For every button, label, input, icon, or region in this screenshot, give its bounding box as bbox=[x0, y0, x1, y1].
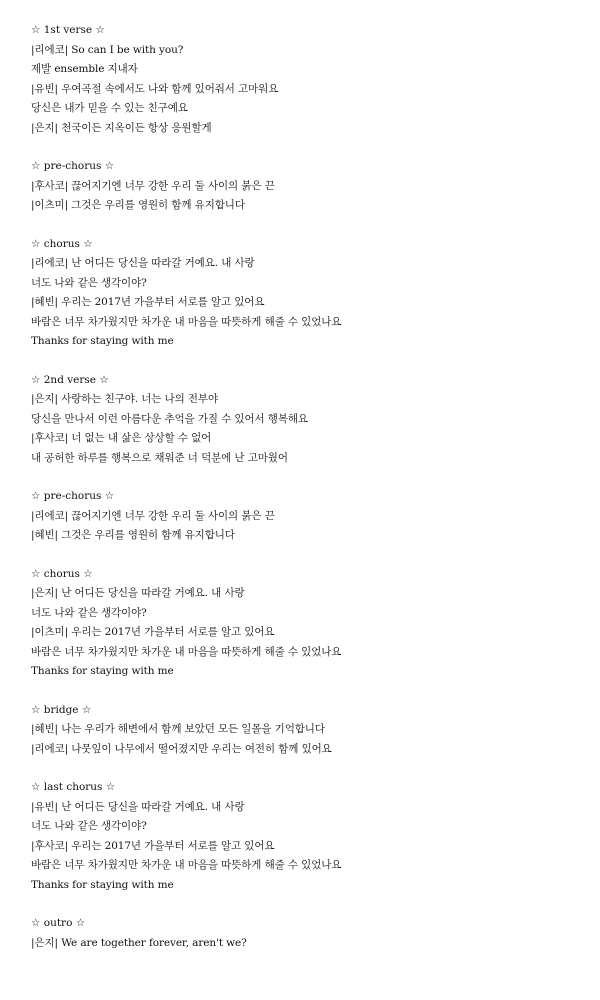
lyric-line: |후사코| 우리는 2017년 가을부터 서로를 알고 있어요 bbox=[31, 839, 275, 852]
section-2nd-verse bbox=[31, 371, 586, 469]
lyric-line: 너도 나와 같은 생각이야? bbox=[31, 606, 147, 619]
lyric-line: 제발 ensemble 지내자 bbox=[31, 63, 138, 75]
section-pre-chorus-2 bbox=[31, 487, 586, 546]
lyric-line: 내 공허한 하루를 행복으로 채워준 너 덕분에 난 고마웠어 bbox=[31, 451, 288, 464]
lyric-line: |은지| 천국이든 지옥이든 항상 응원할게 bbox=[31, 121, 212, 134]
lyric-line: |혜빈| 그것은 우리를 영원히 함께 유지합니다 bbox=[31, 529, 235, 541]
lyric-line: |유빈| 난 어디든 당신을 따라갈 거예요. 내 사랑 bbox=[31, 800, 245, 813]
section-heading: ☆ last chorus ☆ bbox=[31, 781, 116, 793]
section-outro bbox=[31, 914, 586, 953]
lyric-line: |이츠미| 그것은 우리를 영원히 함께 유지합니다 bbox=[31, 199, 245, 211]
lyric-line: 바람은 너무 차가웠지만 차가운 내 마음을 따뜻하게 해줄 수 있었나요 bbox=[31, 645, 342, 658]
lyric-line: |후사코| 너 없는 내 삶은 상상할 수 없어 bbox=[31, 432, 212, 444]
lyric-line: Thanks for staying with me bbox=[31, 665, 174, 677]
lyric-line: 당신은 내가 믿을 수 있는 친구예요 bbox=[31, 102, 188, 114]
section-last-chorus bbox=[31, 778, 586, 895]
lyric-line: |리에코| So can I be with you? bbox=[31, 43, 184, 56]
lyrics-document bbox=[31, 21, 586, 972]
lyric-line: |리에코| 난 어디든 당신을 따라갈 거예요. 내 사랑 bbox=[31, 257, 255, 269]
lyric-line: |은지| 난 어디든 당신을 따라갈 거예요. 내 사랑 bbox=[31, 587, 245, 599]
lyric-line: |유빈| 우여곡절 속에서도 나와 함께 있어줘서 고마워요 bbox=[31, 82, 279, 95]
lyric-line: 너도 나와 같은 생각이야? bbox=[31, 820, 147, 832]
lyric-line: 당신을 만나서 이런 아름다운 추억을 가질 수 있어서 행복해요 bbox=[31, 412, 308, 425]
section-chorus-2 bbox=[31, 565, 586, 682]
section-heading: ☆ chorus ☆ bbox=[31, 237, 93, 250]
lyric-line: |후사코| 끊어지기엔 너무 강한 우리 둘 사이의 붉은 끈 bbox=[31, 179, 275, 192]
lyric-line: |은지| We are together forever, aren't we? bbox=[31, 936, 247, 949]
lyric-line: |은지| 사랑하는 친구야. 너는 나의 전부야 bbox=[31, 393, 218, 405]
lyric-line: |혜빈| 우리는 2017년 가을부터 서로를 알고 있어요 bbox=[31, 296, 265, 308]
section-heading: ☆ outro ☆ bbox=[31, 917, 86, 929]
lyric-line: Thanks for staying with me bbox=[31, 878, 174, 891]
lyric-line: |리에코| 나뭇잎이 나무에서 떨어졌지만 우리는 여전히 함께 있어요 bbox=[31, 742, 332, 755]
lyric-line: |리에코| 끊어지기엔 너무 강한 우리 둘 사이의 붉은 끈 bbox=[31, 509, 275, 522]
section-pre-chorus-1 bbox=[31, 157, 586, 216]
section-heading: ☆ chorus ☆ bbox=[31, 567, 93, 580]
lyric-line: 너도 나와 같은 생각이야? bbox=[31, 276, 147, 289]
section-1st-verse bbox=[31, 21, 586, 138]
section-heading: ☆ pre-chorus ☆ bbox=[31, 160, 115, 172]
lyric-line: |혜빈| 나는 우리가 해변에서 함께 보았던 모든 일몰을 기억합니다 bbox=[31, 723, 325, 735]
section-heading: ☆ 1st verse ☆ bbox=[31, 24, 105, 36]
section-heading: ☆ bridge ☆ bbox=[31, 703, 92, 716]
section-bridge bbox=[31, 701, 586, 760]
section-heading: ☆ pre-chorus ☆ bbox=[31, 490, 115, 502]
section-chorus-1 bbox=[31, 235, 586, 352]
lyric-line: |이츠미| 우리는 2017년 가을부터 서로를 알고 있어요 bbox=[31, 626, 275, 638]
section-heading: ☆ 2nd verse ☆ bbox=[31, 373, 109, 386]
lyric-line: Thanks for staying with me bbox=[31, 335, 174, 347]
lyric-line: 바람은 너무 차가웠지만 차가운 내 마음을 따뜻하게 해줄 수 있었나요 bbox=[31, 859, 342, 871]
lyric-line: 바람은 너무 차가웠지만 차가운 내 마음을 따뜻하게 해줄 수 있었나요 bbox=[31, 315, 342, 328]
